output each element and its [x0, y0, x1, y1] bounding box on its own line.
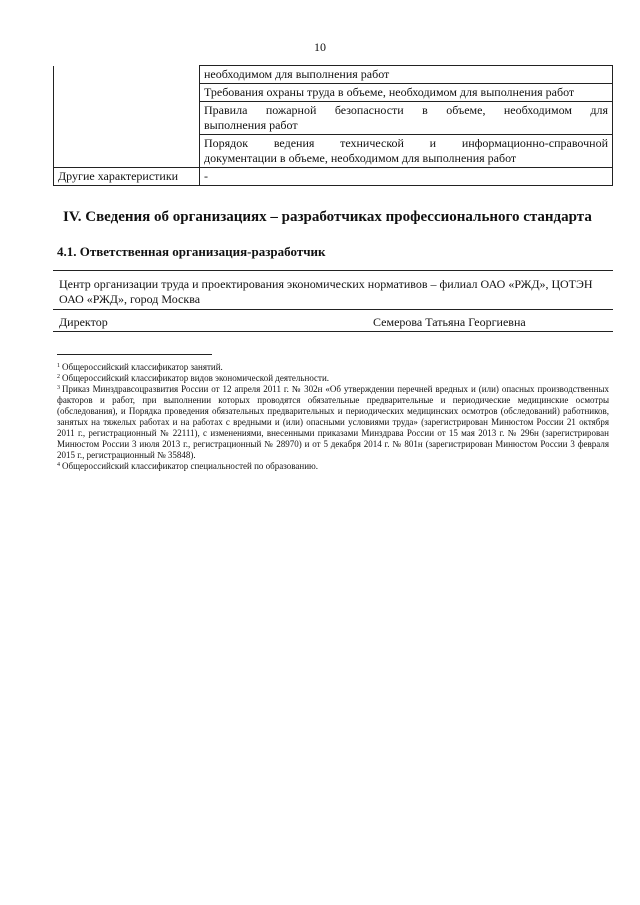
footnote-divider: [57, 354, 212, 355]
characteristics-table: [53, 65, 613, 186]
table-row: [54, 66, 613, 84]
footnote: [57, 461, 609, 472]
table-text-cell: -: [200, 168, 613, 186]
page-number: 10: [314, 40, 326, 54]
footnote-text: Общероссийский классификатор занятий.: [62, 362, 223, 372]
director-name: Семерова Татьяна Георгиевна: [373, 315, 526, 329]
table-text-line: Порядок ведения технической и информационно-справочной: [204, 136, 608, 150]
organization-block: [53, 270, 613, 332]
footnote-text: Приказ Минздравсоцразвития России от 12 апреля 2011 г. № 302н «Об утверждении перечней вредных и (или) опасных производственных факторов и работ, при выполнении которых проводятся обязательные предварительные и периодические медицинские осмотры (обследования), и Порядка проведения обязательных предварительных и периодических медицинских осмотров (обследований) работников, занятых на тяжелых работах и на работах с вредными и (или) опасными условиями труда» (зарегистрирован Минюстом России 21 октября 2011 г., регистрационный № 22111), с изменениями, внесенными приказами Минздрава России от 15 мая 2013 г. № 296н (зарегистрирован Минюстом России 3 июля 2013 г., регистрационный № 28970) и от 5 декабря 2014 г. № 801н (зарегистрирован Минюстом России 3 февраля 2015 г., регистрационный № 35848).: [57, 384, 609, 460]
footnote-number: 3: [57, 385, 60, 391]
table-text-line: выполнения работ: [204, 118, 298, 132]
director-role: Директор: [59, 315, 108, 329]
footnote-text: Общероссийский классификатор видов экономической деятельности.: [62, 373, 330, 383]
footnote: [57, 373, 609, 384]
footnote: [57, 362, 609, 373]
footnote-number: 4: [57, 462, 60, 468]
table-label-cell: [54, 102, 200, 135]
table-text-cell: [200, 102, 613, 135]
organization-name: Центр организации труда и проектирования экономических нормативов – филиал ОАО «РЖД», ЦОТЭН ОАО «РЖД», город Москва: [59, 277, 593, 306]
table-text-line: Правила пожарной безопасности в объеме, необходимом для: [204, 103, 608, 117]
table-label-cell: [54, 135, 200, 168]
table-label-cell: [54, 66, 200, 84]
footnotes: [57, 362, 609, 472]
divider: [53, 309, 613, 310]
table-text-line: документации в объеме, необходимом для выполнения работ: [204, 151, 517, 165]
table-text-cell: Требования охраны труда в объеме, необходимом для выполнения работ: [200, 84, 613, 102]
footnote-text: Общероссийский классификатор специальностей по образованию.: [62, 461, 318, 471]
footnote-number: 2: [57, 374, 60, 380]
table-text-cell: необходимом для выполнения работ: [200, 66, 613, 84]
table-row: [54, 84, 613, 102]
footnote-number: 1: [57, 363, 60, 369]
table-row: [54, 102, 613, 135]
table-row: [54, 168, 613, 186]
section-subtitle: 4.1. Ответственная организация-разработчик: [57, 244, 326, 259]
table-label-cell: Другие характеристики: [54, 168, 200, 186]
footnote: [57, 384, 609, 461]
table-text-cell: [200, 135, 613, 168]
table-label-cell: [54, 84, 200, 102]
section-title: IV. Сведения об организациях – разработчиках профессионального стандарта: [63, 209, 592, 225]
table-row: [54, 135, 613, 168]
